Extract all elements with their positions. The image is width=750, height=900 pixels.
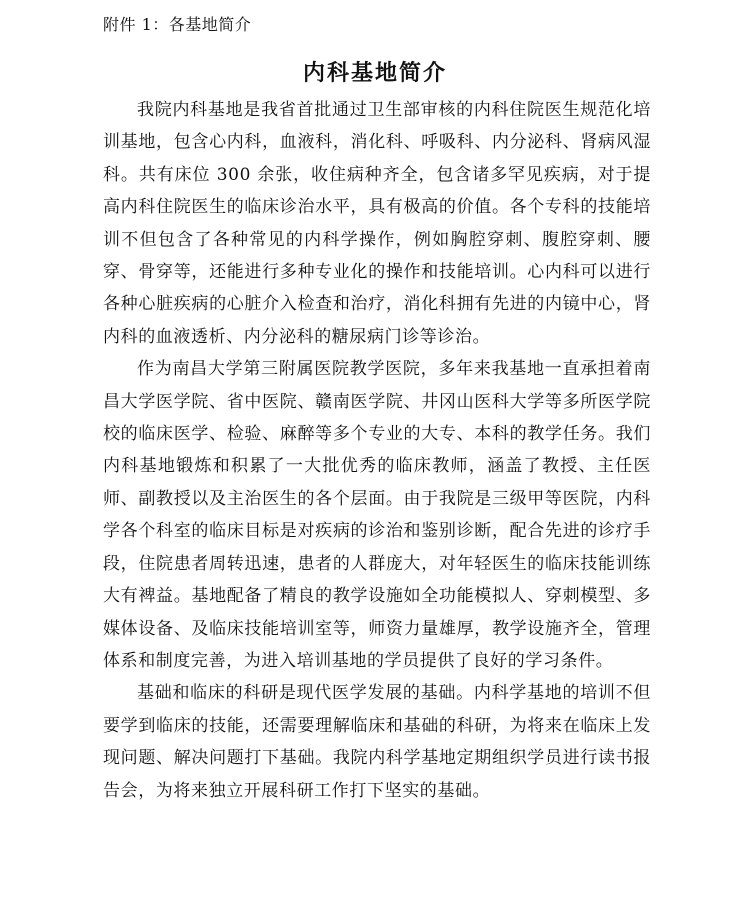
document-body xyxy=(103,94,651,807)
paragraph-research: 基础和临床的科研是现代医学发展的基础。内科学基地的培训不但要学到临床的技能，还需要理解临床和基础的科研，为将来在临床上发现问题、解决问题打下基础。我院内科学基地定期组织学员进行读书报告会，为将来独立开展科研工作打下坚实的基础。 xyxy=(103,683,651,801)
paragraph-teaching: 作为南昌大学第三附属医院教学医院，多年来我基地一直承担着南昌大学医学院、省中医院、赣南医学院、井冈山医科大学等多所医学院校的临床医学、检验、麻醉等多个专业的大专、本科的教学任务。我们内科基地锻炼和积累了一大批优秀的临床教师，涵盖了教授、主任医师、副教授以及主治医生的各个层面。由于我院是三级甲等医院，内科学各个科室的临床目标是对疾病的诊治和鉴别诊断，配合先进的诊疗手段，住院患者周转迅速，患者的人群庞大，对年轻医生的临床技能训练大有裨益。基地配备了精良的教学设施如全功能模拟人、穿刺模型、多媒体设备、及临床技能培训室等，师资力量雄厚，教学设施齐全，管理体系和制度完善，为进入培训基地的学员提供了良好的学习条件。 xyxy=(103,359,651,671)
attachment-label: 附件 1：各基地简介 xyxy=(103,15,252,34)
page-title: 内科基地简介 xyxy=(302,60,447,86)
paragraph-overview: 我院内科基地是我省首批通过卫生部审核的内科住院医生规范化培训基地，包含心内科，血液科，消化科、呼吸科、内分泌科、肾病风湿科。共有床位 300 余张，收住病种齐全，包含诸多罕见疾病，对于提高内科住院医生的临床诊治水平，具有极高的价值。各个专科的技能培训不但包含了各种常见的内科学操作，例如胸腔穿刺、腹腔穿刺、腰穿、骨穿等，还能进行多种专业化的操作和技能培训。心内科可以进行各种心脏疾病的心脏介入检查和治疗，消化科拥有先进的内镜中心，肾内科的血液透析、内分泌科的糖尿病门诊等诊治。 xyxy=(103,100,651,347)
